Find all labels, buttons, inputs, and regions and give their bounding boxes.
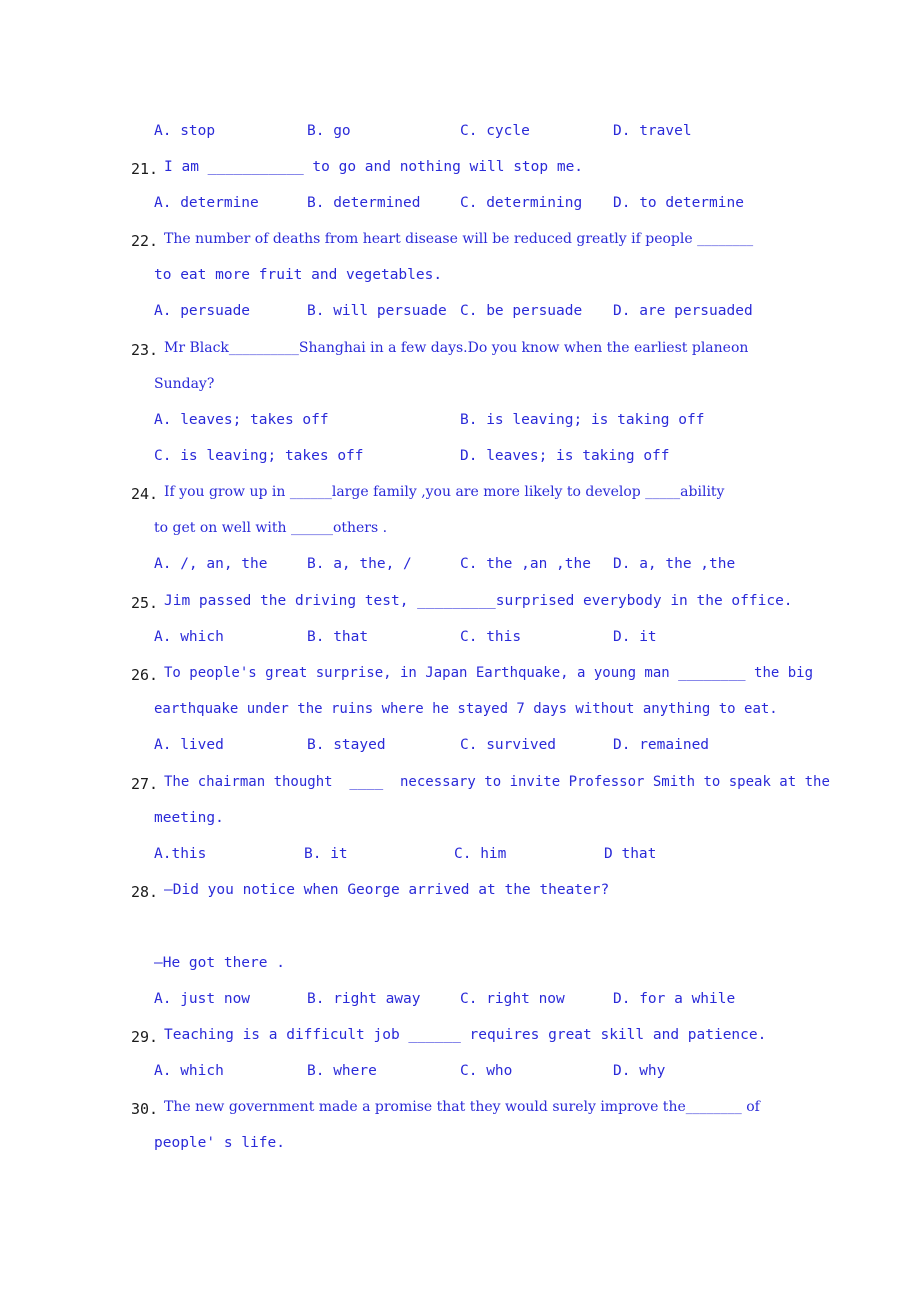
question-stem-continued: people' s life. [154,1135,285,1151]
option-d: D. a, the ,the [613,556,736,572]
option-c: C. the ,an ,the [460,556,591,572]
question-stem-continued: —He got there . [154,955,285,971]
option-a: A. stop [154,123,216,139]
option-d: D. remained [613,737,710,753]
question-number: 25. [131,594,159,612]
option-a: A. determine [154,195,259,211]
question-stem: To people's great surprise, in Japan Earthquake, a young man ________ the big [164,665,814,681]
question-stem: The new government made a promise that they would surely improve the________ of [164,1099,760,1115]
question-stem: Teaching is a difficult job ______ requires great skill and patience. [164,1027,767,1043]
question-number: 23. [131,341,159,359]
question-stem: The chairman thought ____ necessary to invite Professor Smith to speak at the [164,774,830,790]
option-b: B. is leaving; is taking off [460,412,705,428]
question-stem: If you grow up in ______large family ,you are more likely to develop _____ability [164,484,725,500]
question-number: 29. [131,1028,159,1046]
option-d: D. for a while [613,991,736,1007]
option-b: B. that [307,629,369,645]
question-number: 21. [131,160,159,178]
option-b: B. it [304,846,348,862]
question-stem: The number of deaths from heart disease will be reduced greatly if people ________ [164,231,754,247]
question-stem: Jim passed the driving test, _________surprised everybody in the office. [164,593,793,609]
question-stem-continued: meeting. [154,810,224,826]
option-a: A.this [154,846,207,862]
option-b: B. determined [307,195,421,211]
option-a: A. leaves; takes off [154,412,329,428]
option-c: C. survived [460,737,557,753]
option-b: B. go [307,123,351,139]
option-c: C. determining [460,195,583,211]
option-a: A. just now [154,991,251,1007]
question-number: 26. [131,666,159,684]
option-d: D. why [613,1063,666,1079]
option-c: C. is leaving; takes off [154,448,364,464]
option-a: A. persuade [154,303,251,319]
option-b: B. right away [307,991,421,1007]
question-number: 24. [131,485,159,503]
question-stem: —Did you notice when George arrived at the theater? [164,882,610,898]
option-c: C. him [454,846,507,862]
question-number: 27. [131,775,159,793]
question-number: 28. [131,883,159,901]
option-d: D. it [613,629,657,645]
option-a: A. lived [154,737,224,753]
question-stem-continued: to eat more fruit and vegetables. [154,267,443,283]
option-c: C. right now [460,991,565,1007]
option-d: D that [604,846,657,862]
question-stem-continued: to get on well with ______others . [154,520,388,536]
option-d: D. leaves; is taking off [460,448,670,464]
question-stem: Mr Black__________Shanghai in a few days.Do you know when the earliest planeon [164,340,749,356]
option-d: D. to determine [613,195,744,211]
option-d: D. are persuaded [613,303,753,319]
option-a: A. which [154,629,224,645]
question-stem-continued: earthquake under the ruins where he stayed 7 days without anything to eat. [154,701,778,717]
question-stem: I am ___________ to go and nothing will stop me. [164,159,584,175]
question-number: 22. [131,232,159,250]
option-b: B. will persuade [307,303,447,319]
option-c: C. cycle [460,123,530,139]
option-c: C. who [460,1063,513,1079]
option-c: C. be persuade [460,303,583,319]
option-b: B. stayed [307,737,386,753]
option-d: D. travel [613,123,692,139]
option-a: A. which [154,1063,224,1079]
option-a: A. /, an, the [154,556,268,572]
option-b: B. where [307,1063,377,1079]
option-b: B. a, the, / [307,556,412,572]
question-stem-continued: Sunday? [154,376,215,392]
question-number: 30. [131,1100,159,1118]
option-c: C. this [460,629,522,645]
